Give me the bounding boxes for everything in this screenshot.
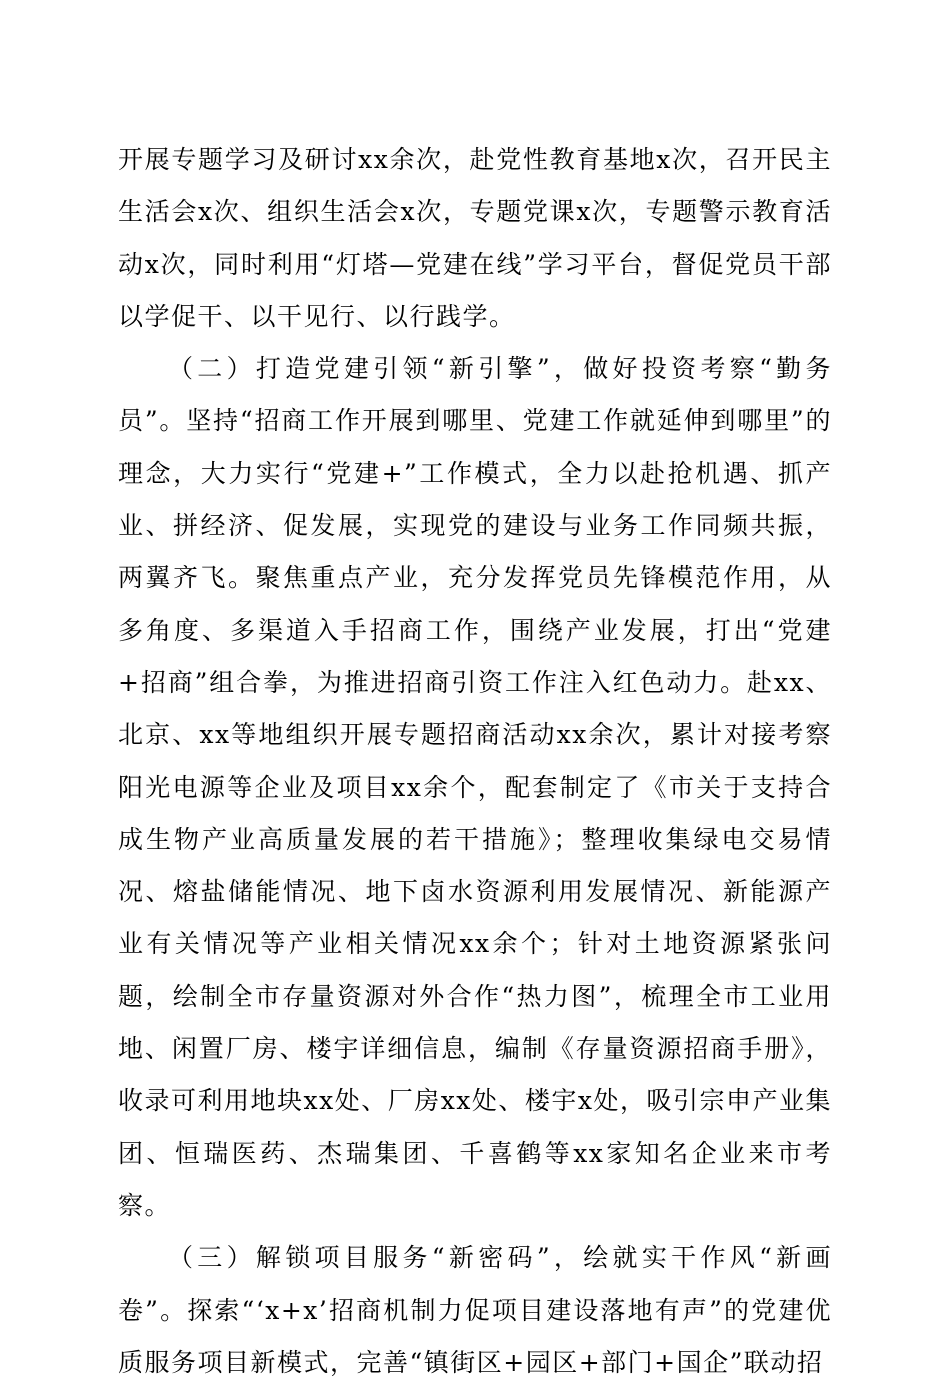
document-body	[118, 134, 832, 1389]
paragraph-section-two: （二）打造党建引领“新引擎”，做好投资考察“勤务员”。坚持“招商工作开展到哪里、党建工作就延伸到哪里”的理念，大力实行“党建+”工作模式，全力以赴抢机遇、抓产业、拼经济、促发展，实现党的建设与业务工作同频共振，两翼齐飞。聚焦重点产业，充分发挥党员先锋模范作用，从多角度、多渠道入手招商工作，围绕产业发展，打出“党建+招商”组合拳，为推进招商引资工作注入红色动力。赴xx、北京、xx等地组织开展专题招商活动xx余次，累计对接考察阳光电源等企业及项目xx余个，配套制定了《市关于支持合成生物产业高质量发展的若干措施》；整理收集绿电交易情况、熔盐储能情况、地下卤水资源利用发展情况、新能源产业有关情况等产业相关情况xx余个；针对土地资源紧张问题，绘制全市存量资源对外合作“热力图”，梳理全市工业用地、闲置厂房、楼宇详细信息，编制《存量资源招商手册》，收录可利用地块xx处、厂房xx处、楼宇x处，吸引宗申产业集团、恒瑞医药、杰瑞集团、千喜鹤等xx家知名企业来市考察。	[118, 354, 832, 1220]
paragraph-section-three: （三）解锁项目服务“新密码”，绘就实干作风“新画卷”。探索“‘x+x’招商机制力促项目建设落地有声”的党建优质服务项目新模式，完善“镇街区+园区+部门+国企”联动招	[118, 1243, 832, 1377]
paragraph-continuation: 开展专题学习及研讨xx余次，赴党性教育基地x次，召开民主生活会x次、组织生活会x次，专题党课x次，专题警示教育活动x次，同时利用“灯塔—党建在线”学习平台，督促党员干部以学促干、以干见行、以行践学。	[118, 145, 832, 331]
